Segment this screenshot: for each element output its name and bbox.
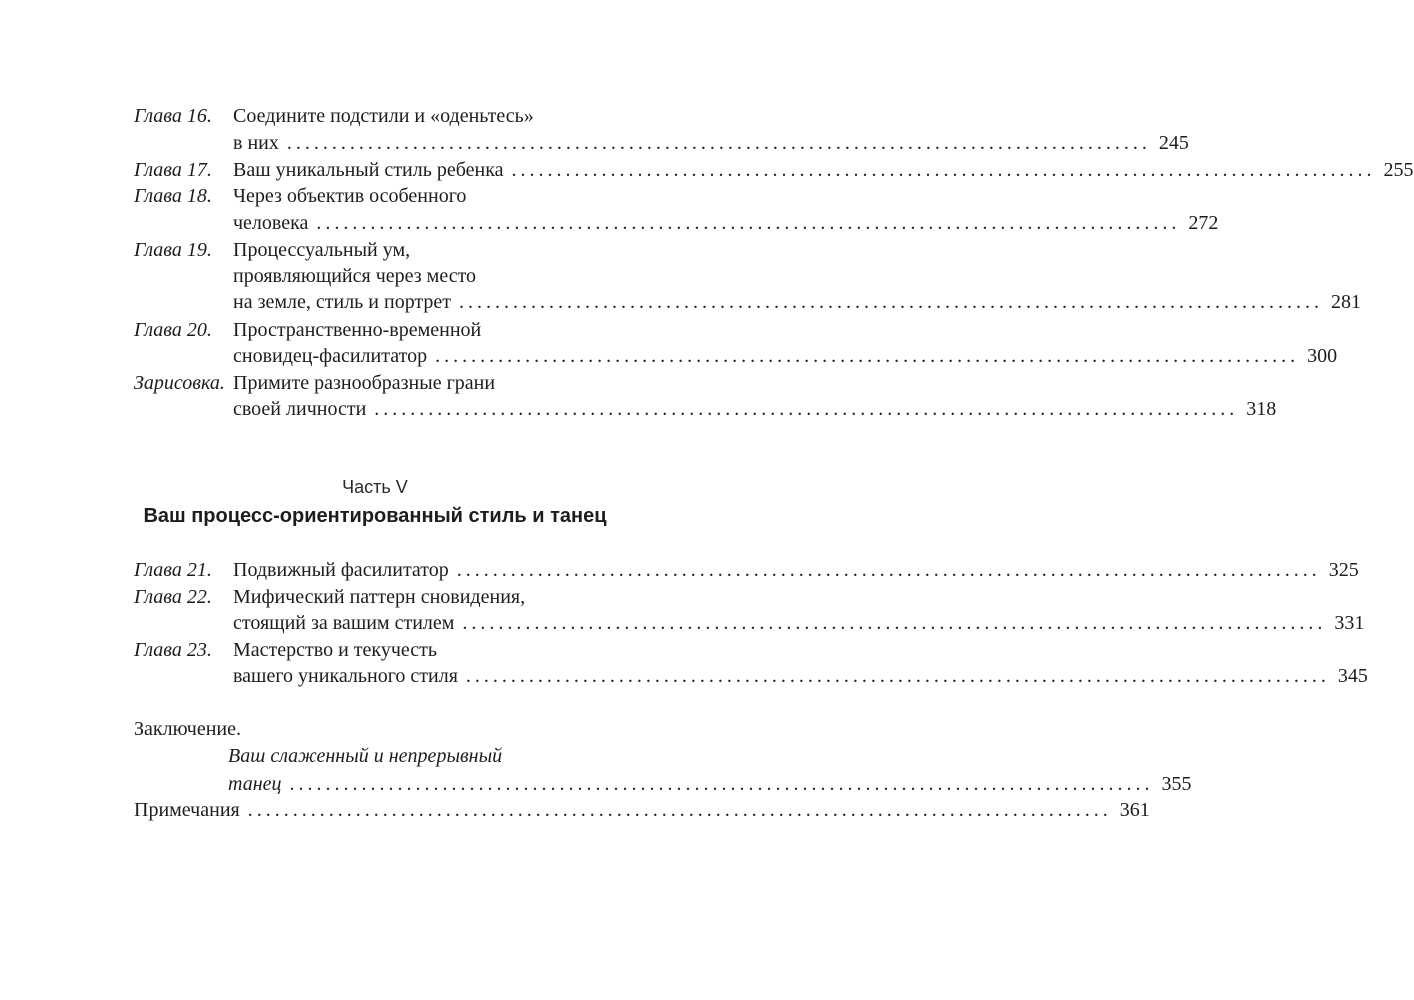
toc-entry-22-last: [233, 610, 1365, 637]
chapter-title-line: Процессуальный ум,: [233, 239, 411, 261]
chapter-title-line: Подвижный фасилитатор: [233, 559, 449, 581]
chapter-label: Глава 20.: [134, 319, 212, 341]
leader-dots: ................................................................................................: [511, 159, 1376, 181]
page-number: 345: [1337, 665, 1368, 687]
chapter-label: Зарисовка.: [134, 372, 225, 394]
chapter-title-line: Примите разнообразные грани: [233, 372, 496, 394]
chapter-title-line: в них: [233, 132, 279, 154]
notes-label: Примечания: [134, 799, 240, 821]
toc-entry-17-last: [233, 157, 1414, 184]
chapter-title-line: Мастерство и текучесть: [233, 639, 438, 661]
part-title: Ваш процесс-ориентированный стиль и танец: [143, 505, 607, 527]
conclusion-label: Заключение.: [134, 718, 241, 740]
page-number: 331: [1334, 612, 1365, 634]
chapter-label: Глава 16.: [134, 105, 212, 127]
chapter-title-line: стоящий за вашим стилем: [233, 612, 455, 634]
part-label: Часть V: [342, 477, 408, 497]
toc-entry-21-last: [233, 557, 1359, 584]
toc-entry-16-last: [233, 130, 1189, 157]
page-number: 318: [1246, 398, 1277, 420]
toc-entry-sketch: [0, 370, 750, 397]
leader-dots: ................................................................................................: [459, 291, 1324, 313]
chapter-title-line: проявляющийся через место: [233, 265, 477, 287]
chapter-title-line: вашего уникального стиля: [233, 665, 458, 687]
toc-entry-conclusion-last: [228, 771, 1192, 798]
page-number: 300: [1307, 345, 1338, 367]
chapter-title-line: сновидец-фасилитатор: [233, 345, 428, 367]
toc-entry-20: [0, 317, 750, 344]
chapter-title-line: на земле, стиль и портрет: [233, 291, 452, 313]
chapter-title-line: человека: [233, 212, 309, 234]
toc-entry-23: [0, 637, 750, 664]
page-number: 255: [1383, 159, 1414, 181]
toc-entry-22: [0, 584, 750, 611]
chapter-label: Глава 19.: [134, 239, 212, 261]
chapter-title-line: Мифический паттерн сновидения,: [233, 586, 526, 608]
toc-entry-23-last: [233, 663, 1368, 690]
toc-entry-notes: [134, 797, 1150, 824]
toc-entry-16: [0, 103, 750, 130]
chapter-title-line: Пространственно-временной: [233, 319, 482, 341]
conclusion-title-line: танец: [228, 773, 282, 795]
leader-dots: ................................................................................................: [435, 345, 1300, 367]
leader-dots: ................................................................................................: [247, 799, 1112, 821]
toc-entry-19: [0, 237, 750, 264]
leader-dots: ................................................................................................: [465, 665, 1330, 687]
leader-dots: ................................................................................................: [289, 773, 1154, 795]
page-number: 245: [1158, 132, 1189, 154]
chapter-label: Глава 23.: [134, 639, 212, 661]
page-number: 272: [1188, 212, 1219, 234]
leader-dots: ................................................................................................: [456, 559, 1321, 581]
page-number: 361: [1119, 799, 1150, 821]
toc-entry-sketch-last: [233, 396, 1277, 423]
leader-dots: ................................................................................................: [316, 212, 1181, 234]
page-number: 355: [1161, 773, 1192, 795]
page-number: 325: [1328, 559, 1359, 581]
toc-entry-19-last: [233, 289, 1362, 316]
chapter-title-line: Через объектив особенного: [233, 185, 467, 207]
chapter-title-line: Ваш уникальный стиль ребенка: [233, 159, 504, 181]
chapter-title-line: своей личности: [233, 398, 367, 420]
leader-dots: ................................................................................................: [374, 398, 1239, 420]
chapter-label: Глава 21.: [134, 559, 212, 581]
page-number: 281: [1331, 291, 1362, 313]
chapter-label: Глава 18.: [134, 185, 212, 207]
conclusion-title-line: Ваш слаженный и непрерывный: [228, 745, 503, 767]
toc-entry-19-line2: [0, 263, 750, 290]
leader-dots: ................................................................................................: [286, 132, 1151, 154]
leader-dots: ................................................................................................: [462, 612, 1327, 634]
chapter-label: Глава 17.: [134, 159, 212, 181]
toc-entry-18: [0, 183, 750, 210]
chapter-title-line: Соедините подстили и «оденьтесь»: [233, 105, 534, 127]
toc-entry-20-last: [233, 343, 1338, 370]
chapter-label: Глава 22.: [134, 586, 212, 608]
toc-entry-18-last: [233, 210, 1219, 237]
